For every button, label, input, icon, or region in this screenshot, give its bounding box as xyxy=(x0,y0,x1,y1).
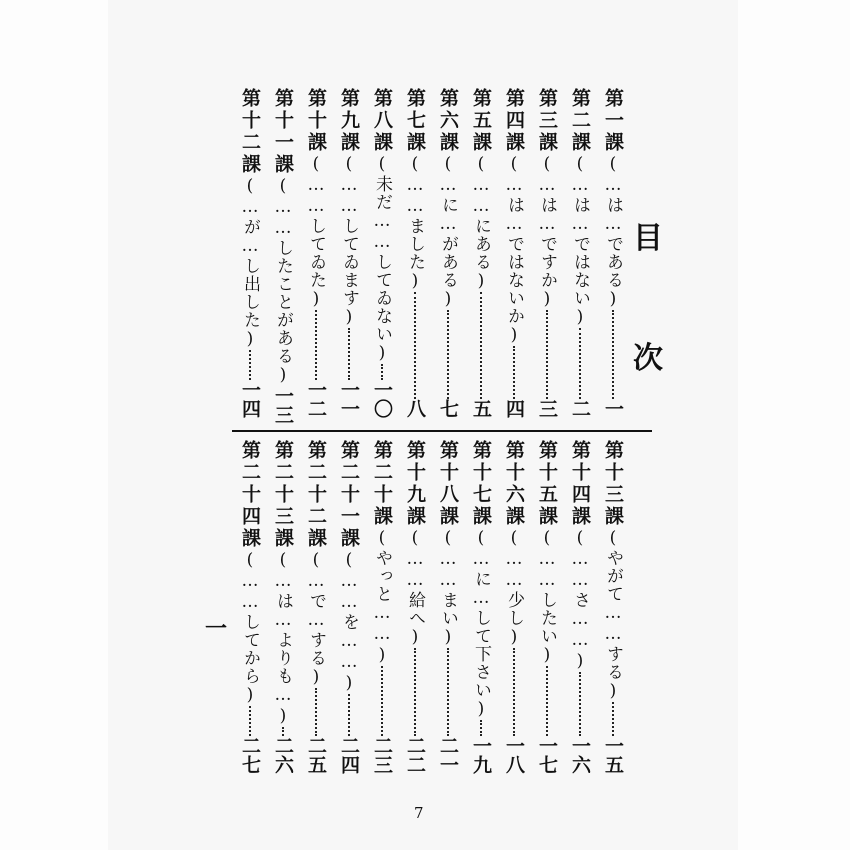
dot-leader xyxy=(513,648,515,736)
toc-heading-char-2: 次 xyxy=(633,341,663,376)
toc-entry[interactable] xyxy=(366,440,398,780)
lesson-number: 第九課 xyxy=(338,88,360,154)
dot-leader xyxy=(579,672,581,736)
lesson-pattern: (……少し) xyxy=(504,528,524,648)
lesson-pattern: (……を……) xyxy=(339,550,359,694)
lesson-page: 一一 xyxy=(338,380,360,418)
lesson-number: 第十八課 xyxy=(437,440,459,528)
dot-leader xyxy=(579,328,581,399)
lesson-pattern: (……給へ) xyxy=(405,528,425,648)
dot-leader xyxy=(612,310,614,399)
lesson-page: 一〇 xyxy=(371,380,393,418)
lesson-pattern: (……してゐます) xyxy=(339,154,359,328)
toc-entry[interactable] xyxy=(564,88,596,424)
toc-entry[interactable] xyxy=(333,440,365,780)
lesson-page: 一七 xyxy=(536,736,558,774)
dot-leader xyxy=(381,364,383,380)
toc-entry[interactable] xyxy=(498,440,530,780)
lesson-number: 第六課 xyxy=(437,88,459,154)
dot-leader xyxy=(414,648,416,736)
lesson-number: 第十九課 xyxy=(404,440,426,528)
lesson-pattern: (……したい) xyxy=(537,528,557,666)
toc-entry[interactable] xyxy=(465,88,497,424)
toc-entry[interactable] xyxy=(333,88,365,424)
lesson-number: 第十五課 xyxy=(536,440,558,528)
dot-leader xyxy=(315,310,317,380)
lesson-page: 一九 xyxy=(470,736,492,774)
dot-leader xyxy=(447,648,449,736)
lesson-number: 第三課 xyxy=(536,88,558,154)
toc-entry[interactable] xyxy=(300,440,332,780)
dot-leader xyxy=(546,310,548,399)
lesson-number: 第二課 xyxy=(569,88,591,154)
lesson-pattern: (未だ……してゐない) xyxy=(372,154,392,364)
lesson-page: 三 xyxy=(536,399,558,418)
toc-heading-char-1: 目 xyxy=(633,221,663,256)
lesson-page: 二二 xyxy=(404,736,426,774)
dot-leader xyxy=(315,688,317,736)
toc-entry[interactable] xyxy=(234,88,266,424)
toc-entry[interactable] xyxy=(399,440,431,780)
lesson-pattern: (……まい) xyxy=(438,528,458,648)
lesson-page: 一六 xyxy=(569,736,591,774)
lesson-pattern: (やがて……する) xyxy=(603,528,623,702)
dot-leader xyxy=(348,694,350,736)
dot-leader xyxy=(480,720,482,736)
toc-heading xyxy=(628,221,668,376)
dot-leader xyxy=(513,346,515,399)
toc-entry[interactable] xyxy=(498,88,530,424)
lesson-pattern: (…は…である) xyxy=(603,154,623,310)
section-divider xyxy=(232,430,652,432)
toc-entry[interactable] xyxy=(597,88,629,424)
lesson-page: 一八 xyxy=(503,736,525,774)
lesson-pattern: (…に…がある) xyxy=(438,154,458,310)
section-marker: 一 xyxy=(205,616,228,642)
lesson-page: 二一 xyxy=(437,736,459,774)
lesson-pattern: (……したことがある) xyxy=(273,176,293,386)
lesson-pattern: (…は…ですか) xyxy=(537,154,557,310)
lesson-number: 第十四課 xyxy=(569,440,591,528)
lesson-pattern: (……してゐた) xyxy=(306,154,326,310)
lesson-pattern: (…は…ではないか) xyxy=(504,154,524,346)
dot-leader xyxy=(612,702,614,736)
toc-entry[interactable] xyxy=(267,440,299,780)
toc-entry[interactable] xyxy=(267,88,299,424)
dot-leader xyxy=(249,350,251,380)
lesson-number: 第十二課 xyxy=(239,88,261,176)
toc-entry[interactable] xyxy=(432,440,464,780)
dot-leader xyxy=(249,706,251,736)
lesson-number: 第十一課 xyxy=(272,88,294,176)
toc-entry[interactable] xyxy=(432,88,464,424)
lesson-page: 二 xyxy=(569,399,591,418)
lesson-number: 第七課 xyxy=(404,88,426,154)
dot-leader xyxy=(348,328,350,380)
lesson-page: 二五 xyxy=(305,736,327,774)
lesson-pattern: (…に…して下さい) xyxy=(471,528,491,720)
toc-entry[interactable] xyxy=(300,88,332,424)
lesson-number: 第二十三課 xyxy=(272,440,294,550)
toc-entry[interactable] xyxy=(531,440,563,780)
lesson-number: 第二十四課 xyxy=(239,440,261,550)
lesson-number: 第二十二課 xyxy=(305,440,327,550)
toc-entry[interactable] xyxy=(234,440,266,780)
lesson-pattern: (…は…よりも…) xyxy=(273,550,293,727)
toc-entry[interactable] xyxy=(366,88,398,424)
lesson-page: 八 xyxy=(404,399,426,418)
toc-entry[interactable] xyxy=(597,440,629,780)
lesson-number: 第二十一課 xyxy=(338,440,360,550)
toc-entry[interactable] xyxy=(465,440,497,780)
toc-entry[interactable] xyxy=(564,440,596,780)
lesson-page: 二七 xyxy=(239,736,261,774)
lesson-page: 二四 xyxy=(338,736,360,774)
dot-leader xyxy=(546,666,548,736)
lesson-page: 四 xyxy=(503,399,525,418)
lesson-number: 第十七課 xyxy=(470,440,492,528)
dot-leader xyxy=(414,292,416,399)
lesson-page: 一三 xyxy=(272,386,294,424)
lesson-pattern: (……さ……) xyxy=(570,528,590,672)
lesson-number: 第五課 xyxy=(470,88,492,154)
lesson-pattern: (…が…し出した) xyxy=(240,176,260,350)
lesson-pattern: (…は…ではない) xyxy=(570,154,590,328)
lesson-pattern: (やっと……) xyxy=(372,528,392,666)
toc-entry[interactable] xyxy=(399,88,431,424)
lesson-page: 七 xyxy=(437,399,459,418)
lesson-number: 第二十課 xyxy=(371,440,393,528)
lesson-number: 第十六課 xyxy=(503,440,525,528)
lesson-page: 一五 xyxy=(602,736,624,774)
lesson-pattern: (……してから) xyxy=(240,550,260,706)
page-number: 7 xyxy=(414,804,424,822)
lesson-page: 二六 xyxy=(272,736,294,774)
lesson-page: 五 xyxy=(470,399,492,418)
dot-leader xyxy=(447,310,449,399)
lesson-pattern: (……にある) xyxy=(471,154,491,292)
lesson-page: 二三 xyxy=(371,736,393,774)
lesson-number: 第四課 xyxy=(503,88,525,154)
lesson-number: 第一課 xyxy=(602,88,624,154)
lesson-number: 第十三課 xyxy=(602,440,624,528)
lesson-number: 第十課 xyxy=(305,88,327,154)
lesson-page: 一二 xyxy=(305,380,327,418)
lesson-pattern: (…で…する) xyxy=(306,550,326,688)
dot-leader xyxy=(381,666,383,736)
dot-leader xyxy=(282,727,284,736)
dot-leader xyxy=(480,292,482,399)
lesson-number: 第八課 xyxy=(371,88,393,154)
lesson-page: 一 xyxy=(602,399,624,418)
toc-entry[interactable] xyxy=(531,88,563,424)
lesson-page: 一四 xyxy=(239,380,261,418)
lesson-pattern: (……ました) xyxy=(405,154,425,292)
